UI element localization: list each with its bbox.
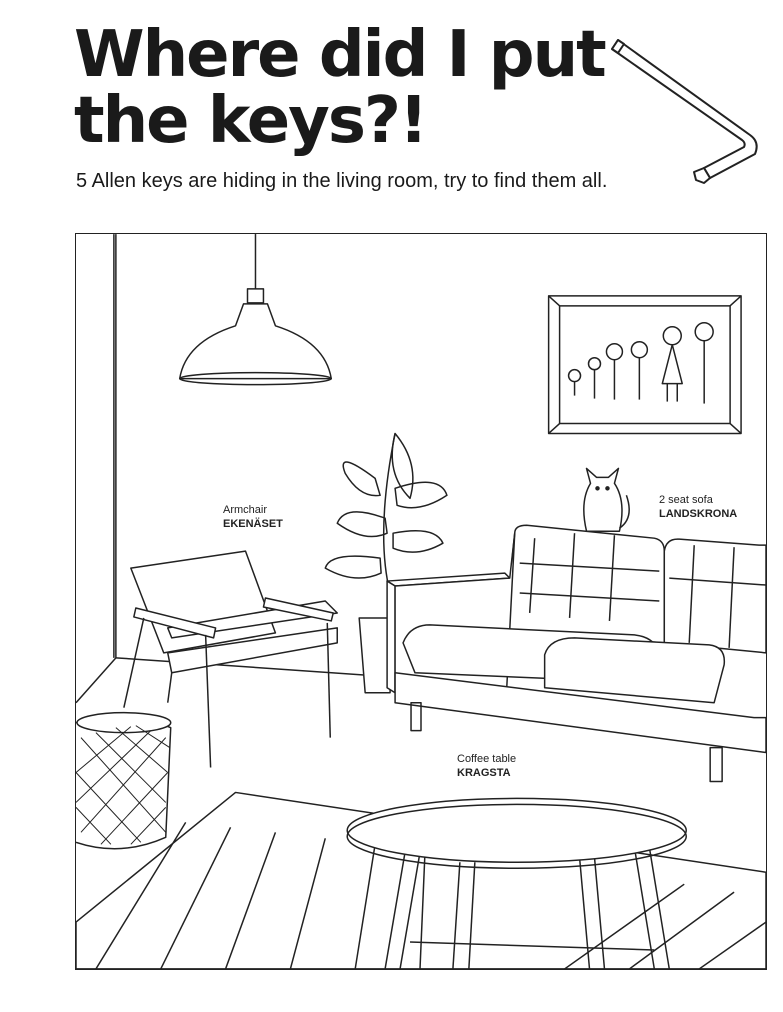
sofa-drawing	[387, 525, 766, 781]
sofa-label	[659, 493, 737, 521]
coffee-table-label	[457, 752, 516, 780]
allen-key-icon	[600, 30, 775, 200]
wire-basket	[76, 713, 171, 849]
armchair-caption: Armchair	[223, 504, 268, 516]
living-room-illustration	[75, 233, 767, 970]
page-title	[74, 18, 605, 158]
sofa-caption: 2 seat sofa	[659, 494, 713, 506]
armchair-name: EKENÄSET	[223, 518, 283, 530]
family-picture	[549, 296, 741, 434]
armchair-label	[223, 503, 283, 531]
coffee-table-caption: Coffee table	[457, 753, 517, 765]
coffee-table-name: KRAGSTA	[457, 767, 511, 779]
cat-figure	[584, 468, 629, 531]
title-line-1: Where did I put	[74, 18, 605, 92]
instructions-text: 5 Allen keys are hiding in the living room, try to find them all.	[76, 170, 608, 192]
pendant-lamp	[180, 234, 332, 385]
title-line-2: the keys?!	[74, 84, 427, 158]
living-room-drawing	[76, 234, 766, 969]
sofa-name: LANDSKRONA	[659, 508, 738, 520]
